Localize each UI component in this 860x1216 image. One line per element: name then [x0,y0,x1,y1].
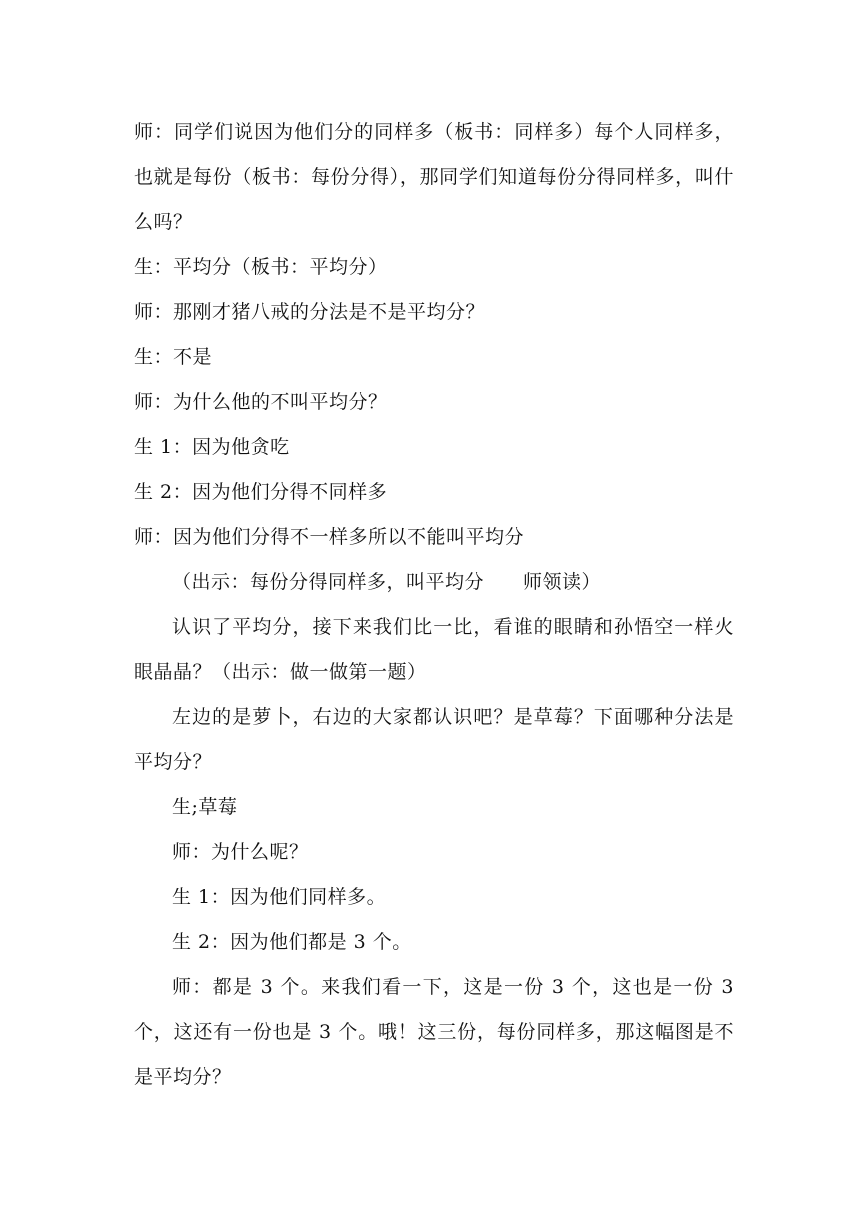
paragraph-radish-strawberry: 左边的是萝卜，右边的大家都认识吧？是草莓？下面哪种分法是平均分？ [134,706,734,773]
paragraph-show-definition: （出示：每份分得同样多，叫平均分 师领读） [172,571,602,593]
paragraph-student2-three: 生 2：因为他们都是 3 个。 [172,931,412,953]
paragraph-student-strawberry: 生;草莓 [172,796,238,818]
paragraph-student-no: 生：不是 [134,346,213,368]
paragraph-student1-same: 生 1：因为他们同样多。 [172,886,387,908]
paragraph-student1-greedy: 生 1：因为他贪吃 [134,436,290,458]
paragraph-teacher-question: 师：同学们说因为他们分的同样多（板书：同样多）每个人同样多，也就是每份（板书：每份分得），那同学们知道每份分得同样多，叫什么吗？ [134,121,734,233]
paragraph-teacher-zhubajie: 师：那刚才猪八戒的分法是不是平均分？ [134,301,486,323]
document-body [134,110,734,1100]
paragraph-teacher-conclusion: 师：因为他们分得不一样多所以不能叫平均分 [134,526,525,548]
paragraph-compare-exercise: 认识了平均分，接下来我们比一比，看谁的眼睛和孙悟空一样火眼晶晶？（出示：做一做第一题） [134,616,734,683]
paragraph-teacher-why: 师：为什么他的不叫平均分？ [134,391,388,413]
paragraph-student-answer-average: 生：平均分（板书：平均分） [134,256,388,278]
paragraph-student2-unequal: 生 2：因为他们分得不同样多 [134,481,388,503]
paragraph-teacher-three-each: 师：都是 3 个。来我们看一下，这是一份 3 个，这也是一份 3 个，这还有一份也是 3 个。哦！这三份，每份同样多，那这幅图是不是平均分？ [134,976,734,1088]
paragraph-teacher-why-2: 师：为什么呢？ [172,841,309,863]
